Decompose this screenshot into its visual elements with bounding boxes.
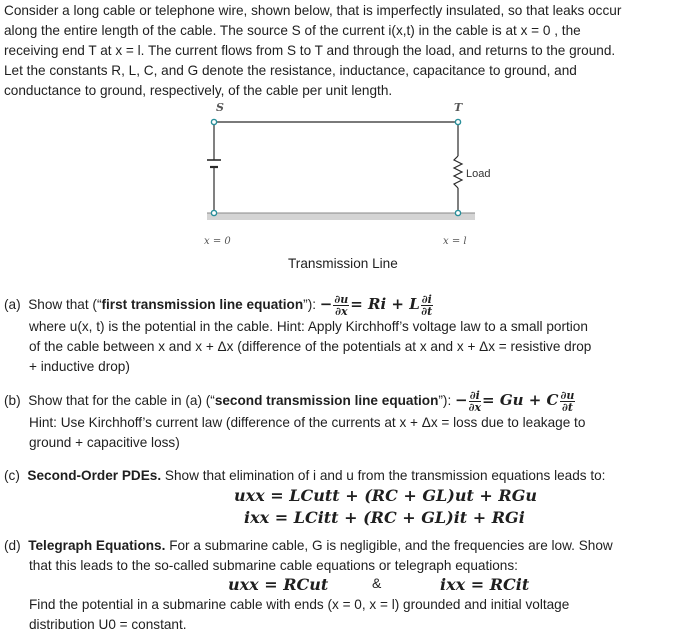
part-d-line-4: distribution U0 = constant. (29, 617, 187, 632)
part-c-equation-1: uxx = LCutt + (RC + GL)ut + RGu (234, 486, 537, 505)
part-a-minus: − (319, 295, 333, 314)
end-node-top (455, 119, 460, 124)
part-a-bold: first transmission line equation (101, 297, 304, 313)
x0-label: x = 0 (204, 236, 231, 247)
ground-strip (207, 213, 475, 220)
di-dt-fraction: $\frac{\partial i}{\partial t}$ (421, 293, 433, 318)
source-node-bottom (211, 210, 216, 215)
part-b-suffix: ”): (438, 393, 456, 409)
part-a-line-2: where u(x, t) is the potential in the cable. Hint: Apply Kirchhoff’s voltage law to a small portion (29, 319, 588, 334)
part-c (4, 466, 690, 486)
transmission-line-diagram (196, 100, 496, 250)
xl-label: x = l (443, 236, 467, 247)
part-b-rhs: = Gu + C (482, 391, 559, 410)
di-dx-fraction: $\frac{\partial i}{\partial x}$ (468, 389, 482, 414)
part-a-rhs: = Ri + L (350, 295, 420, 314)
part-b-bold: second transmission line equation (214, 393, 439, 409)
part-d-line-3: Find the potential in a submarine cable with ends (x = 0, x = l) grounded and initial voltage (29, 597, 570, 612)
part-b-label: (b) (4, 393, 21, 409)
part-d (4, 536, 690, 576)
part-c-equation-2: ixx = LCitt + (RC + GL)it + RGi (244, 508, 525, 527)
part-d-text-1: For a submarine cable, G is negligible, and the frequencies are low. Show (169, 538, 613, 553)
part-d-equation-right: ixx = RCit (440, 575, 530, 594)
intro-line-4: Let the constants R, L, C, and G denote the resistance, inductance, capacitance to ground, and (4, 63, 577, 78)
part-a-line-1 (4, 294, 690, 317)
part-d-line-1 (4, 536, 690, 556)
part-c-label: (c) (4, 468, 20, 483)
part-b (4, 390, 690, 453)
part-a-prefix: Show that (“ (28, 297, 102, 313)
intro-line-2: along the entire length of the cable. The source S of the current i(x,t) in the cable is at x = 0 , the (4, 23, 581, 38)
part-c-text: Show that elimination of i and u from the transmission equations leads to: (164, 468, 606, 483)
part-a-label: (a) (4, 297, 21, 313)
source-node-top (211, 119, 216, 124)
part-d-label: (d) (4, 538, 21, 553)
part-a (4, 294, 690, 377)
part-d-line-2: that this leads to the so-called submarine cable equations or telegraph equations: (29, 558, 518, 573)
source-label: S (216, 101, 224, 114)
problem-intro (4, 1, 688, 101)
part-b-prefix: Show that for the cable in (a) (“ (28, 393, 215, 409)
end-label: T (454, 101, 463, 114)
part-b-line-2: Hint: Use Kirchhoff’s current law (difference of the currents at x + Δx = loss due to leakage to (29, 415, 586, 430)
part-b-minus: − (455, 391, 468, 410)
part-c-bold: Second-Order PDEs. (27, 468, 162, 483)
part-d-tail (4, 595, 690, 635)
part-d-bold: Telegraph Equations. (28, 538, 166, 553)
part-a-line-4: + inductive drop) (29, 359, 130, 374)
part-d-ampersand: & (372, 575, 382, 591)
intro-line-5: conductance to ground, respectively, of the cable per unit length. (4, 83, 393, 98)
intro-line-1: Consider a long cable or telephone wire, shown below, that is imperfectly insulated, so that leaks occur (4, 3, 622, 18)
resistor-zigzag (454, 156, 462, 188)
part-b-line-3: ground + capacitive loss) (29, 435, 180, 450)
du-dt-fraction: $\frac{\partial u}{\partial t}$ (560, 389, 575, 414)
part-d-equation-left: uxx = RCut (228, 575, 329, 594)
part-b-line-1 (4, 390, 690, 413)
end-node-bottom (455, 210, 460, 215)
du-dx-fraction: $\frac{\partial u}{\partial x}$ (334, 293, 349, 318)
intro-line-3: receiving end T at x = l. The current flows from S to T and through the load, and returns to the ground. (4, 43, 616, 58)
part-a-suffix: ”): (303, 297, 320, 313)
diagram-caption: Transmission Line (288, 256, 398, 271)
part-c-line-1 (4, 466, 690, 486)
part-a-line-3: of the cable between x and x + Δx (difference of the potentials at x and x + Δx = resistive drop (29, 339, 592, 354)
load-label: Load (466, 168, 491, 180)
